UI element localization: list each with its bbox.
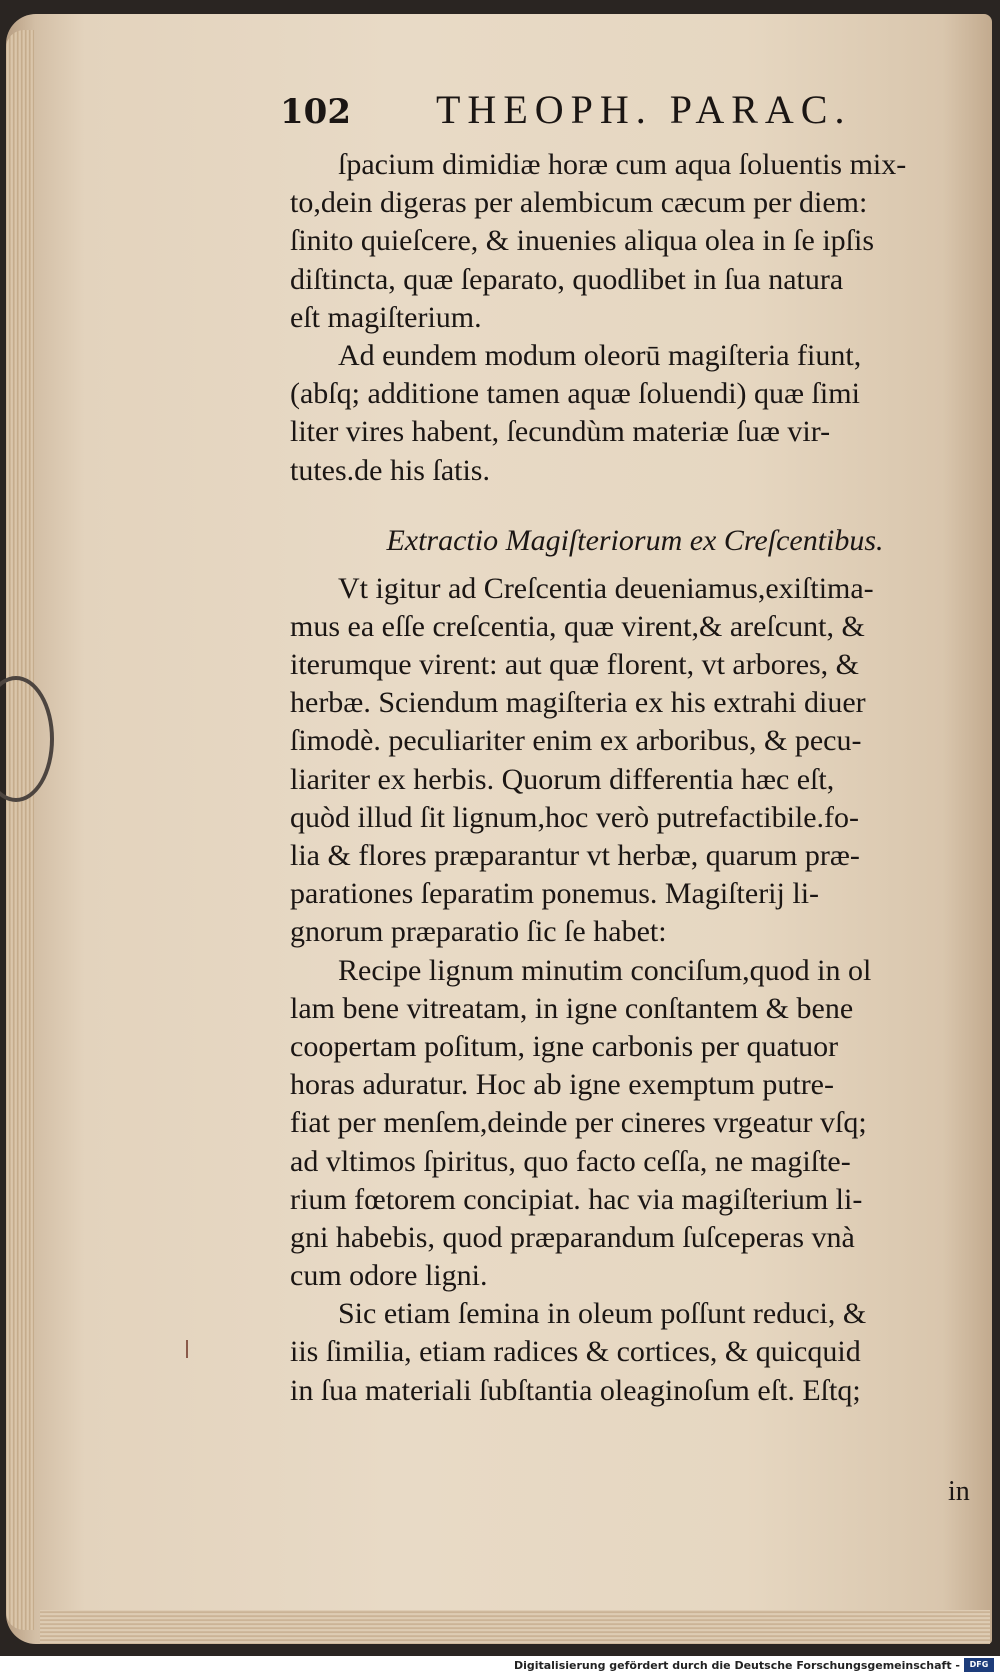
page-edges-left (6, 30, 34, 1630)
text-line: liariter ex herbis. Quorum differentia hæc eſt, (290, 762, 835, 796)
text-line: mus ea eſſe creſcentia, quæ virent,& areſcunt, & (290, 609, 865, 643)
text-line: gni habebis, quod præparandum ſuſceperas vnà (290, 1220, 855, 1254)
text-line: horas aduratur. Hoc ab igne exemptum putre- (290, 1068, 834, 1102)
text-line: iis ſimilia, etiam radices & cortices, & quicquid (290, 1335, 861, 1369)
text-line: eſt magiſterium. (290, 300, 482, 334)
text-line: rium fœtorem concipiat. hac via magiſterium li- (290, 1182, 863, 1216)
text-line: (abſq; additione tamen aquæ ſoluendi) quæ ſimi (290, 377, 860, 411)
text-line: coopertam poſitum, igne carbonis per quatuor (290, 1029, 839, 1063)
text-line: Recipe lignum minutim conciſum,quod in ol (338, 953, 872, 987)
footer-credit: Digitalisierung gefördert durch die Deutsche Forschungsgemeinschaft - (513, 1659, 960, 1672)
section-heading: Extractio Magiſteriorum ex Creſcentibus. (386, 523, 884, 557)
text-line: tutes.de his ſatis. (290, 453, 490, 487)
text-line: cum odore ligni. (290, 1259, 488, 1293)
running-head: THEOPH. PARAC. (436, 87, 852, 132)
text-line: ſinito quieſcere, & inuenies aliqua olea in ſe ipſis (290, 224, 875, 258)
text-line: lia & flores præparantur vt herbæ, quarum præ- (290, 839, 860, 872)
text-line: in ſua materiali ſubſtantia oleaginoſum eſt. Eſtq; (290, 1373, 861, 1407)
text-line: ad vltimos ſpiritus, quo facto ceſſa, ne magiſte- (290, 1144, 851, 1178)
folio-number: 102 (280, 92, 351, 132)
text-line: liter vires habent, ſecundùm materiæ ſuæ vir- (290, 415, 831, 449)
paragraph (290, 337, 980, 490)
text-line: fiat per menſem,deinde per cineres vrgeatur vſq; (290, 1106, 867, 1140)
page-edges-bottom (40, 1610, 990, 1644)
body-text (290, 146, 980, 1410)
text-line: Vt igitur ad Creſcentia deueniamus,exiſtima- (338, 571, 874, 605)
text-line: quòd illud ſit lignum,hoc verò putrefactibile.fo- (290, 800, 860, 834)
text-line: ſpacium dimidiæ horæ cum aqua ſoluentis mix- (338, 148, 907, 181)
text-line: parationes ſeparatim ponemus. Magiſterij li- (290, 877, 820, 911)
text-line: gnorum præparatio ſic ſe habet: (290, 915, 667, 949)
paragraph (290, 570, 980, 952)
margin-mark (186, 1340, 188, 1358)
paragraph (290, 1295, 980, 1410)
dfg-logo: DFG (964, 1658, 994, 1672)
page-header (280, 86, 980, 144)
paragraph (290, 146, 980, 337)
text-line: Sic etiam ſemina in oleum poſſunt reduci, & (338, 1297, 867, 1331)
text-line: ſimodè. peculiariter enim ex arboribus, & pecu- (290, 724, 862, 758)
text-line: Ad eundem modum oleorū magiſteria fiunt, (338, 338, 862, 372)
text-line: to,dein digeras per alembicum cæcum per diem: (290, 186, 868, 220)
text-line: diſtincta, quæ ſeparato, quodlibet in ſua natura (290, 262, 844, 296)
text-line: iterumque virent: aut quæ florent, vt arbores, & (290, 648, 860, 682)
text-line: lam bene vitreatam, in igne conſtantem & bene (290, 991, 854, 1025)
paragraph (290, 952, 980, 1296)
catchword: in (948, 1476, 970, 1507)
text-line: herbæ. Sciendum magiſteria ex his extrahi diuer (290, 686, 866, 720)
